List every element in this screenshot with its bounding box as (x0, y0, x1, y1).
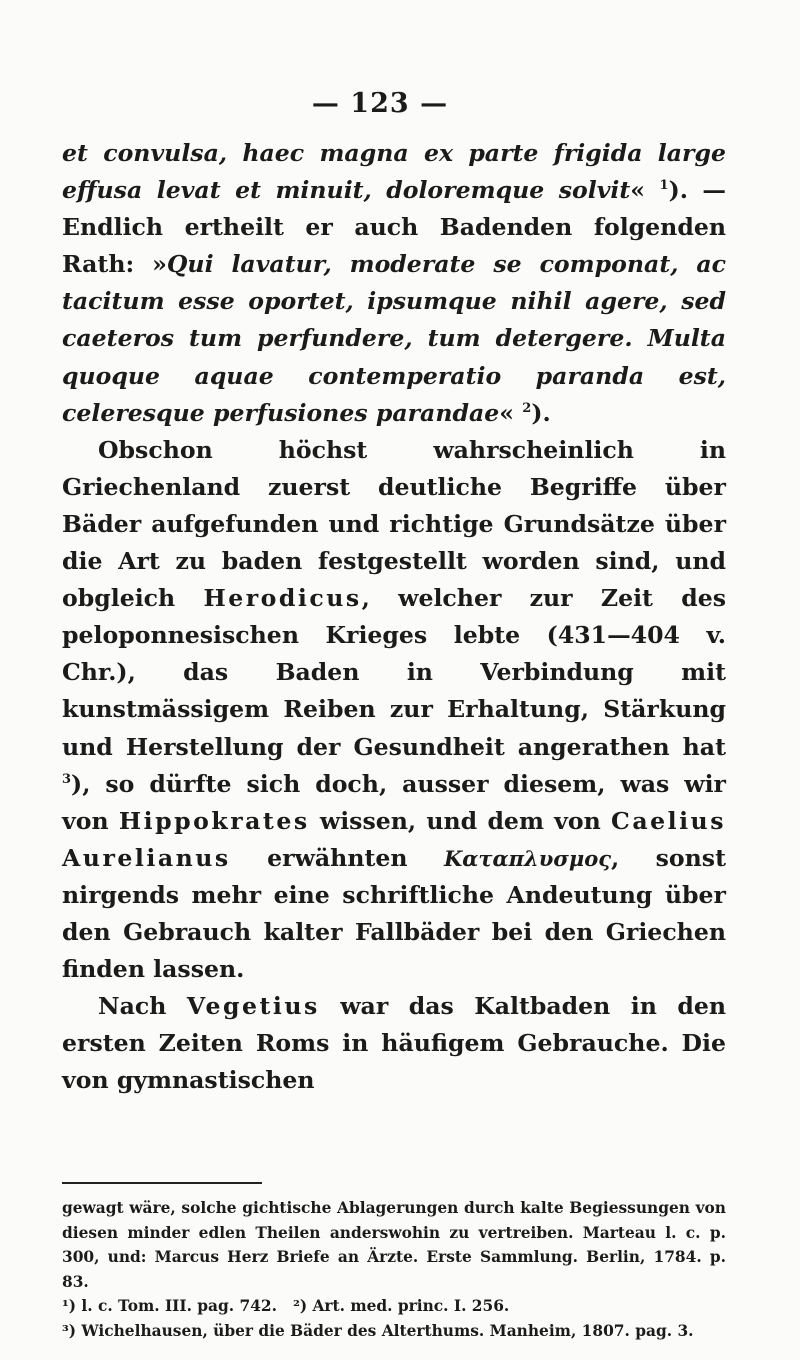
name-herodicus: Herodicus (203, 584, 362, 613)
paragraph-2 (62, 432, 726, 988)
paragraph-2-text-b: , welcher zur Zeit des peloponnesischen Krieges lebte (431—404 v. Chr.), das Baden in Verbindung mit kunstmässigem Reiben zur Erhaltung, Stärkung und Herstellung der Gesundheit angerathen hat (62, 584, 726, 761)
footnote-divider (62, 1182, 262, 1184)
footnotes (62, 1196, 726, 1343)
main-text (62, 135, 726, 1099)
paragraph-2-text-c: ), so dürfte sich doch, ausser diesem, was wir von (62, 769, 726, 835)
footnote-1: ¹) l. c. Tom. III. pag. 742. (62, 1297, 277, 1315)
paragraph-1 (62, 135, 726, 432)
paragraph-2-text-a: Obschon höchst wahrscheinlich in Griechenland zuerst deutliche Begriffe über Bäder aufgefunden und richtige Grundsätze über die Art zu baden festgestellt worden sind, und obgleich (62, 435, 726, 613)
footnote-continuation: gewagt wäre, solche gichtische Ablagerungen durch kalte Begiessungen von diesen minder edlen Theilen anderswohin zu vertreiben. Marteau l. c. p. 300, und: Marcus Herz Briefe an Ärzte. Erste Sammlung. Berlin, 1784. p. 83. (62, 1199, 726, 1291)
footnote-3: ³) Wichelhausen, über die Bäder des Alterthums. Manheim, 1807. pag. 3. (62, 1321, 694, 1340)
paragraph-2-text-e: erwähnten (230, 843, 444, 872)
greek-term: Καταπλυσμος (443, 845, 611, 871)
quote-close-1: « (630, 176, 660, 205)
paragraph-1-text: ). — Endlich ertheilt er auch Badenden folgenden Rath: » (62, 176, 727, 279)
paragraph-3-text-a: Nach (98, 992, 187, 1021)
footnote-ref-1: 1 (659, 178, 669, 194)
footnote-2: ²) Art. med. princ. I. 256. (293, 1297, 510, 1315)
paragraph-1-end: ). (531, 398, 551, 427)
name-hippokrates: Hippokrates (118, 806, 310, 835)
paragraph-2-text-d: wissen, und dem von (309, 806, 612, 835)
latin-quote-2: Qui lavatur, moderate se componat, ac tacitum esse oportet, ipsumque nihil agere, sed caeteros tum perfundere, tum detergere. Multa quoque aquae contemperatio paranda est, celeresque perfusiones parandae (62, 250, 726, 427)
name-caelius-aurelianus: Caelius Aurelianus (62, 806, 726, 872)
footnote-1-2 (62, 1294, 726, 1319)
quote-close-2: « (499, 398, 523, 427)
page-number: — 123 — (311, 88, 449, 119)
paragraph-3 (62, 988, 726, 1099)
name-vegetius: Vegetius (186, 992, 320, 1021)
paragraph-2-text-f: , sonst nirgends mehr eine schriftliche Andeutung über den Gebrauch kalter Fallbäder bei den Griechen finden lassen. (62, 843, 726, 984)
paragraph-3-text-b: war das Kaltbaden in den ersten Zeiten Roms in häufigem Gebrauche. Die von gymnastischen (62, 992, 726, 1095)
latin-quote-1: et convulsa, haec magna ex parte frigida large effusa levat et minuit, doloremque solvit (62, 139, 726, 205)
footnote-ref-2: 2 (522, 400, 532, 416)
footnote-ref-3: 3 (62, 771, 72, 787)
